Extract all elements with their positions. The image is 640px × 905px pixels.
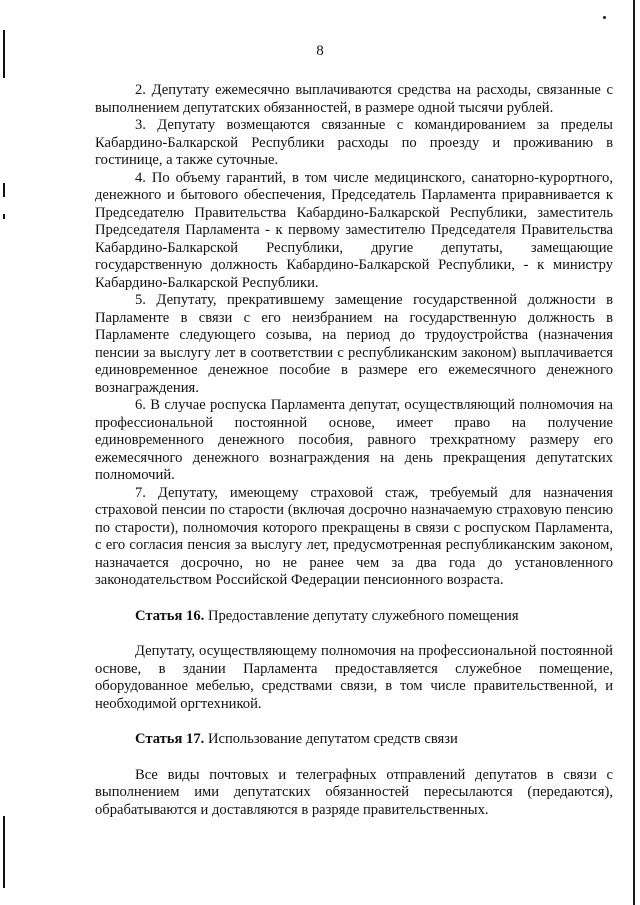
article-16-title: Предоставление депутату служебного помещения xyxy=(204,607,519,624)
article-17-title: Использование депутатом средств связи xyxy=(204,731,458,747)
scan-edge-mark xyxy=(3,183,5,197)
page-number: 8 xyxy=(316,43,324,59)
paragraph-item-7: 7. Депутату, имеющему страховой стаж, требуемый для назначения страховой пенсии по старости (включая досрочно назначаемую страховую пенсию по старости), полномочия которого прекращены в связи с роспуском Парламента, с его согласия пенсия за выслугу лет, предусмотренная республиканским законом, назначается досрочно, но не ранее чем за два года до установленного законодательством Российской Федерации пенсионного возраста. xyxy=(95,484,613,588)
document-body xyxy=(95,82,613,819)
article-16-heading xyxy=(95,608,613,626)
article-17-text: Все виды почтовых и телеграфных отправлений депутатов в связи с выполнением ими депутатских обязанностей пересылаются (передаются), обрабатываются и доставляются в разряде правительственных. xyxy=(95,766,613,818)
scan-edge-line xyxy=(633,0,635,905)
paragraph-item-3: 3. Депутату возмещаются связанные с командированием за пределы Кабардино-Балкарской Республики расходы по проезду и проживанию в гостинице, а также суточные. xyxy=(95,117,613,168)
article-16-label: Статья 16. xyxy=(135,607,205,624)
article-17-heading xyxy=(95,731,613,749)
article-16-text: Депутату, осуществляющему полномочия на профессиональной постоянной основе, в здании Парламента предоставляется служебное помещение, оборудованное мебелью, средствами связи, в том числе правительственной, и необходимой оргтехникой. xyxy=(95,643,613,712)
scan-edge-mark xyxy=(3,816,5,888)
article-17-label: Статья 17. xyxy=(135,731,205,747)
paragraph-item-6: 6. В случае роспуска Парламента депутат, осуществляющий полномочия на профессиональной постоянной основе, имеет право на получение единовременного денежного пособия, равного трехкратному размеру его ежемесячного денежного вознаграждения на день прекращения депутатских полномочий. xyxy=(95,397,613,483)
scan-speck xyxy=(603,16,606,19)
scan-edge-mark xyxy=(3,214,5,219)
paragraph-item-5: 5. Депутату, прекратившему замещение государственной должности в Парламенте в связи с его неизбранием на государственную должность в Парламенте следующего созыва, на период до трудоустройства (назначения пенсии за выслугу лет в соответствии с республиканским законом) выплачивается единовременное денежное пособие в размере его ежемесячного денежного вознаграждения. xyxy=(95,292,613,396)
paragraph-item-2: 2. Депутату ежемесячно выплачиваются средства на расходы, связанные с выполнением депутатских обязанностей, в размере одной тысячи рублей. xyxy=(95,82,613,116)
paragraph-item-4: 4. По объему гарантий, в том числе медицинского, санаторно-курортного, денежного и бытового обеспечения, Председатель Парламента приравнивается к Председателю Правительства Кабардино-Балкарской Республики, заместитель Председателя Парламента - к первому заместителю Председателя Правительства Кабардино-Балкарской Республики, другие депутаты, замещающие государственную должность Кабардино-Балкарской Республики, - к министру Кабардино-Балкарской Республики. xyxy=(95,169,613,291)
